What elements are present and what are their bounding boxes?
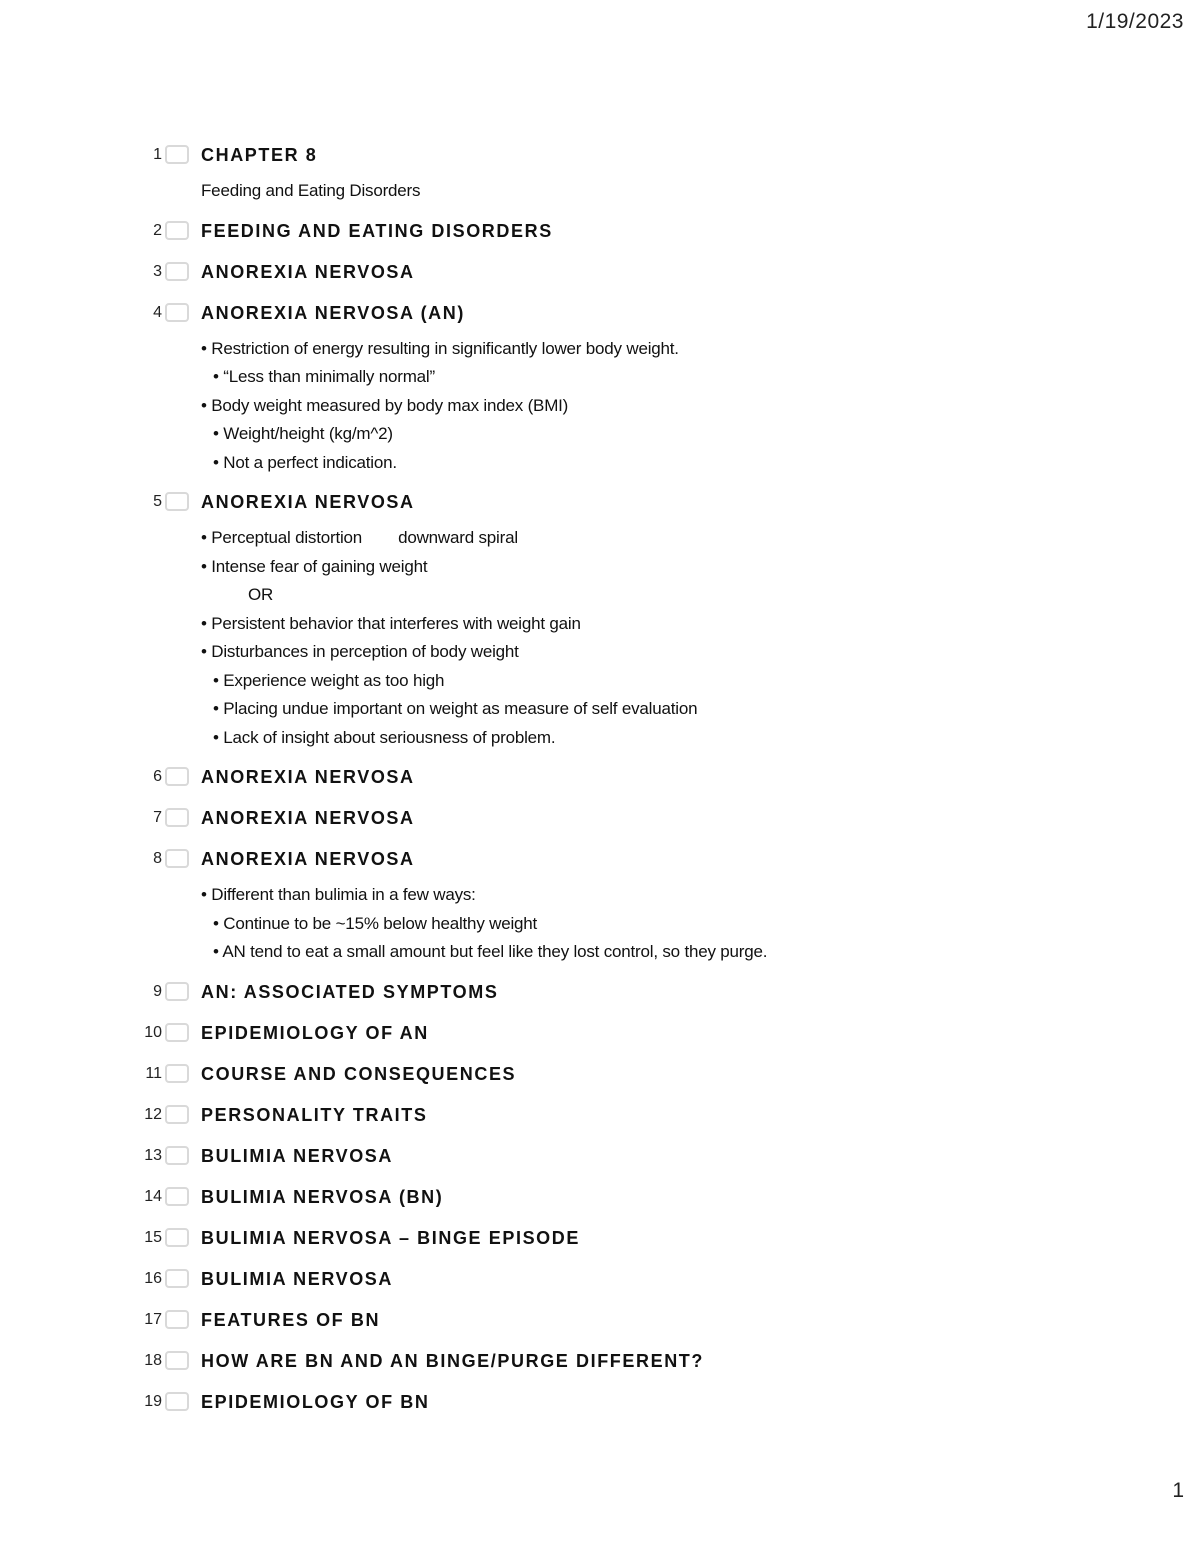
slide-title: FEATURES OF BN [201,1309,381,1330]
slide-thumbnail-icon [165,492,189,511]
slide-number: 5 [153,493,162,510]
slide-number: 11 [145,1064,162,1082]
slide-number: 15 [144,1228,162,1246]
slide-thumbnail-icon [165,1310,189,1329]
print-date: 1/19/2023 [1086,10,1184,33]
slide-notes [201,335,1140,478]
note-text: • Perceptual distortion [201,528,363,547]
note-text: • Not a perfect indication. [213,452,397,472]
slide-number: 12 [144,1105,162,1123]
slide-entry [140,1390,1140,1418]
slide-title: PERSONALITY TRAITS [201,1104,428,1125]
note-line [201,938,1140,967]
slide-header [140,1021,1140,1049]
slide-notes [201,177,1140,206]
slide-header [140,806,1140,834]
slide-title: HOW ARE BN AND AN BINGE/PURGE DIFFERENT? [201,1350,704,1371]
note-text: • Different than bulimia in a few ways: [201,885,476,904]
slide-header [140,260,1140,288]
slide-header [140,301,1140,329]
note-text-secondary: downward spiral [398,528,518,547]
slide-header [140,219,1140,247]
slide-title: BULIMIA NERVOSA [201,1268,394,1289]
slide-entry [140,1021,1140,1049]
page-number: 1 [1172,1479,1184,1502]
slide-title: CHAPTER 8 [201,145,318,165]
note-text: • “Less than minimally normal” [213,367,435,386]
slide-entry [140,1226,1140,1254]
slide-entry [140,1267,1140,1295]
slide-header [140,1267,1140,1295]
slide-entry [140,219,1140,247]
slide-thumbnail-icon [165,1228,189,1247]
slide-title: AN: ASSOCIATED SYMPTOMS [201,981,499,1002]
note-line [201,638,1140,667]
note-text: • Intense fear of gaining weight [201,556,428,576]
note-text: Feeding and Eating Disorders [201,181,421,200]
slide-entry [140,980,1140,1008]
slide-number: 4 [153,303,162,321]
note-line [201,910,1140,939]
slide-title: ANOREXIA NERVOSA [201,767,415,787]
slide-entry [140,260,1140,288]
note-text: • Lack of insight about seriousness of problem. [213,727,556,747]
slide-header [140,143,1140,171]
slide-thumbnail-icon [165,262,189,281]
slide-entry [140,1349,1140,1377]
slide-header [140,1390,1140,1418]
note-text: • Continue to be ~15% below healthy weight [213,913,538,933]
slide-thumbnail-icon [165,1064,189,1083]
slide-number: 3 [153,262,162,280]
slide-thumbnail-icon [165,1146,189,1165]
slide-header [140,1308,1140,1336]
slide-title: BULIMIA NERVOSA [201,1145,394,1166]
slide-header [140,1226,1140,1254]
note-line [201,363,1140,392]
slide-header [140,1062,1140,1090]
slide-title: ANOREXIA NERVOSA [201,492,415,512]
slide-thumbnail-icon [165,1187,189,1206]
slide-title: ANOREXIA NERVOSA (AN) [201,302,465,323]
slide-entry [140,1103,1140,1131]
slide-entry [140,847,1140,967]
slide-header [140,1103,1140,1131]
slide-header [140,847,1140,875]
note-text: • AN tend to eat a small amount but feel like they lost control, so they purge. [213,942,768,961]
slide-thumbnail-icon [165,1351,189,1370]
note-line [201,177,1140,206]
slide-number: 13 [144,1146,162,1164]
slide-thumbnail-icon [165,1105,189,1124]
slide-title: EPIDEMIOLOGY OF BN [201,1391,430,1412]
slide-number: 8 [153,850,162,867]
slide-number: 17 [144,1310,162,1328]
slide-thumbnail-icon [165,849,189,868]
slide-notes [201,524,1140,752]
slide-entry [140,490,1140,752]
slide-entry [140,1062,1140,1090]
slide-thumbnail-icon [165,808,189,827]
note-line [201,420,1140,449]
slide-number: 1 [153,146,162,163]
slide-number: 6 [153,768,162,785]
note-line [201,610,1140,639]
slide-title: EPIDEMIOLOGY OF AN [201,1022,429,1043]
slide-header [140,490,1140,518]
slide-entry [140,301,1140,478]
note-text: • Experience weight as too high [213,670,445,690]
note-line [201,392,1140,421]
slide-number: 2 [153,221,162,239]
slide-title: FEEDING AND EATING DISORDERS [201,220,553,241]
note-text: • Placing undue important on weight as measure of self evaluation [213,699,698,718]
note-text: • Restriction of energy resulting in significantly lower body weight. [201,338,679,358]
note-line [201,695,1140,724]
note-line [201,724,1140,753]
slide-header [140,765,1140,793]
slide-notes [201,881,1140,967]
note-text: • Disturbances in perception of body weight [201,642,519,661]
note-text: OR [248,585,274,604]
note-line [201,581,1140,610]
slide-entry [140,806,1140,834]
note-line [201,553,1140,582]
note-text: • Weight/height (kg/m^2) [213,424,393,443]
slide-thumbnail-icon [165,1023,189,1042]
slide-thumbnail-icon [165,303,189,322]
note-line [201,667,1140,696]
slide-outline-list [140,143,1140,1431]
note-line [201,881,1140,910]
slide-number: 9 [153,982,162,1000]
slide-number: 10 [144,1023,162,1041]
slide-title: ANOREXIA NERVOSA [201,849,415,869]
slide-header [140,1349,1140,1377]
slide-thumbnail-icon [165,767,189,786]
slide-number: 18 [144,1351,162,1369]
slide-header [140,980,1140,1008]
slide-header [140,1144,1140,1172]
slide-thumbnail-icon [165,1392,189,1411]
note-line [201,449,1140,478]
slide-title: COURSE AND CONSEQUENCES [201,1063,517,1084]
slide-title: BULIMIA NERVOSA – BINGE EPISODE [201,1227,580,1248]
note-text: • Body weight measured by body max index (BMI) [201,395,569,415]
slide-title: ANOREXIA NERVOSA [201,808,415,828]
slide-number: 19 [144,1392,162,1410]
slide-thumbnail-icon [165,1269,189,1288]
slide-entry [140,1308,1140,1336]
slide-title: ANOREXIA NERVOSA [201,261,415,282]
note-text: • Persistent behavior that interferes with weight gain [201,613,581,633]
slide-thumbnail-icon [165,221,189,240]
slide-entry [140,1185,1140,1213]
slide-number: 14 [144,1187,162,1205]
note-line [201,524,1140,553]
note-line [201,335,1140,364]
slide-number: 16 [144,1269,162,1287]
slide-entry [140,1144,1140,1172]
slide-thumbnail-icon [165,145,189,164]
slide-entry [140,143,1140,206]
slide-thumbnail-icon [165,982,189,1001]
slide-header [140,1185,1140,1213]
slide-title: BULIMIA NERVOSA (BN) [201,1186,444,1207]
slide-number: 7 [153,809,162,826]
slide-entry [140,765,1140,793]
